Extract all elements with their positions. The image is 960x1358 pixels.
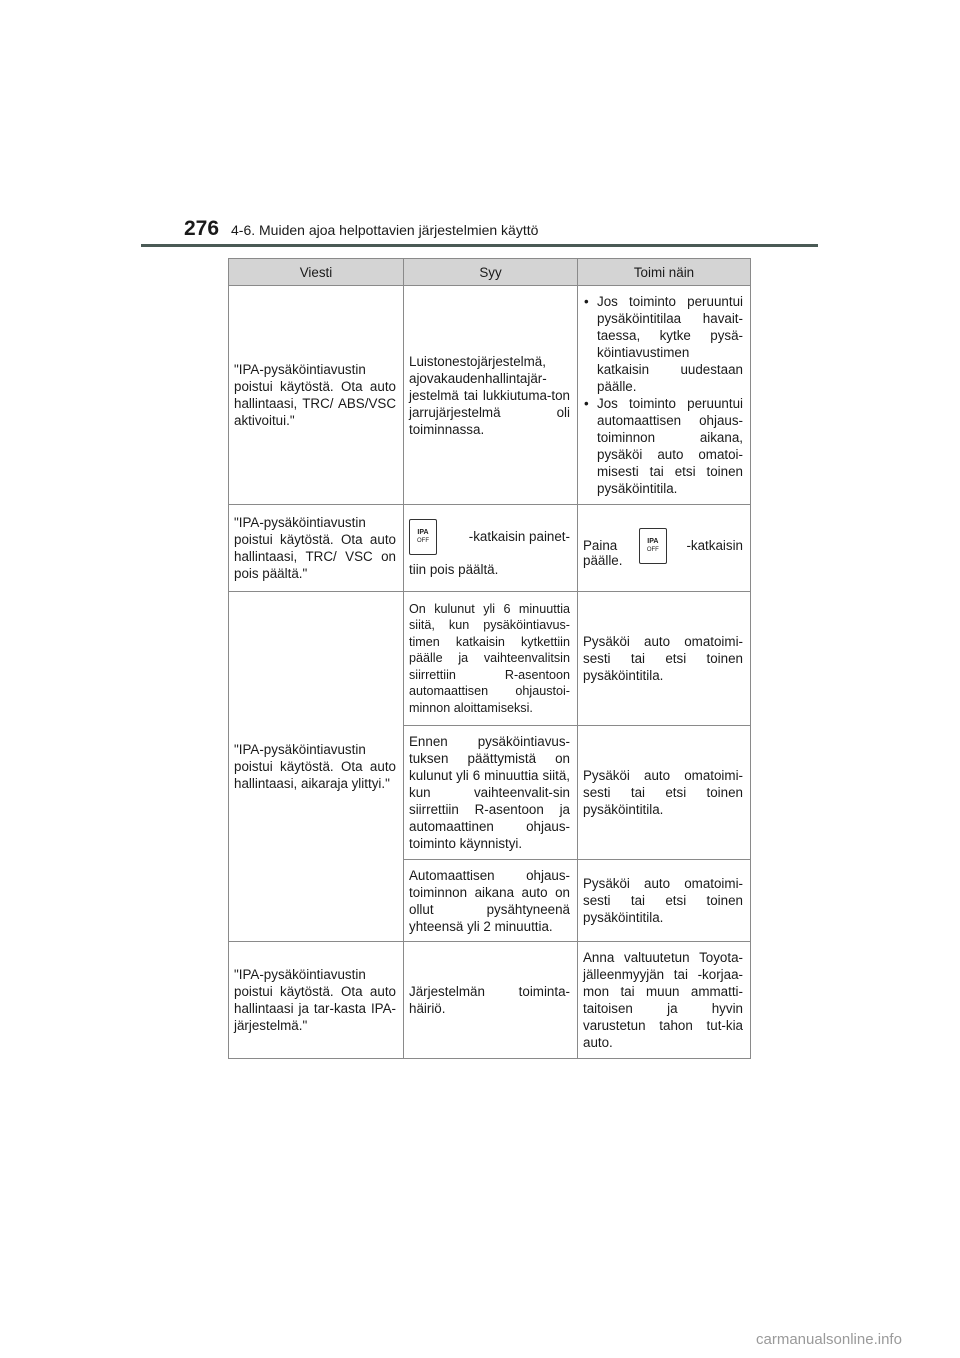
cause-cell	[404, 505, 578, 592]
page-number: 276	[184, 217, 220, 240]
cause-cell: Automaattisen ohjaus-toiminnon aikana auto on ollut pysähtyneenä yhteensä yli 2 minuuttia.	[404, 860, 578, 942]
chapter-title: 4-6. Muiden ajoa helpottavien järjestelmien käyttö	[231, 222, 539, 238]
switch-icon-top-text: IPA	[417, 528, 429, 536]
ipa-off-switch-icon	[409, 519, 437, 555]
switch-icon-bottom-text: OFF	[417, 537, 429, 544]
switch-icon-top-text: IPA	[647, 537, 659, 545]
column-header-cause: Syy	[404, 259, 578, 286]
cause-line	[409, 519, 570, 555]
cause-text: -katkaisin painet-	[468, 529, 570, 544]
column-header-message: Viesti	[229, 259, 404, 286]
action-cell	[578, 505, 751, 592]
table-row	[229, 592, 751, 726]
cause-text-line2: tiin pois päältä.	[409, 561, 499, 577]
action-list	[583, 293, 743, 497]
message-cell: "IPA-pysäköintiavustin poistui käytöstä. Ota auto hallintaasi, TRC/ ABS/VSC aktivoitui."	[229, 286, 404, 505]
action-text: -katkaisin	[686, 538, 743, 553]
watermark: carmanualsonline.info	[756, 1331, 902, 1348]
cause-cell: Ennen pysäköintiavus-tuksen päättymistä on kulunut yli 6 minuuttia siitä, kun vaihteenvalit-sin siirrettiin R-asentoon ja automaattinen ohjaus-toiminto käynnistyi.	[404, 726, 578, 860]
cause-cell: Luistonestojärjestelmä, ajovakaudenhallintajär-jestelmä tai lukkiutuma-ton jarrujärjestelmä oli toiminnassa.	[404, 286, 578, 505]
column-header-action: Toimi näin	[578, 259, 751, 286]
message-table	[228, 258, 751, 1059]
action-cell: Anna valtuutetun Toyota-jälleenmyyjän tai -korjaa-mon tai muun ammatti-taitoisen ja hyvin varustetun tahon tut-kia auto.	[578, 942, 751, 1059]
action-cell: Pysäköi auto omatoimi-sesti tai etsi toinen pysäköintitila.	[578, 860, 751, 942]
action-cell	[578, 286, 751, 505]
ipa-off-switch-icon	[639, 528, 667, 564]
message-cell: "IPA-pysäköintiavustin poistui käytöstä. Ota auto hallintaasi ja tar-kasta IPA-järjestelmä."	[229, 942, 404, 1059]
table-row	[229, 942, 751, 1059]
cause-cell: On kulunut yli 6 minuuttia siitä, kun pysäköintiavus-timen katkaisin kytkettiin päälle ja vaihteenvalitsin siirrettiin R-asentoon automaattisen ohjaustoi-minnon aloittamiseksi.	[404, 592, 578, 726]
header-rule	[141, 244, 818, 247]
action-text: Paina	[583, 538, 618, 553]
message-cell: "IPA-pysäköintiavustin poistui käytöstä. Ota auto hallintaasi, TRC/ VSC on pois päältä."	[229, 505, 404, 592]
action-text-line2: päälle.	[583, 552, 623, 568]
cause-cell: Järjestelmän toiminta-häiriö.	[404, 942, 578, 1059]
list-item: • Jos toiminto peruuntui automaattisen ohjaus-toiminnon aikana, pysäköi auto omatoi-misesti tai etsi toinen pysäköintitila.	[583, 395, 743, 497]
switch-icon-bottom-text: OFF	[646, 546, 659, 553]
action-cell: Pysäköi auto omatoimi-sesti tai etsi toinen pysäköintitila.	[578, 592, 751, 726]
table-row	[229, 286, 751, 505]
table-row	[229, 505, 751, 592]
list-item: • Jos toiminto peruuntui pysäköintitilaa havait-taessa, kytke pysä-köintiavustimen katkaisin uudestaan päälle.	[583, 293, 743, 395]
message-cell: "IPA-pysäköintiavustin poistui käytöstä. Ota auto hallintaasi, aikaraja ylittyi."	[229, 592, 404, 942]
action-cell: Pysäköi auto omatoimi-sesti tai etsi toinen pysäköintitila.	[578, 726, 751, 860]
table-header-row	[229, 259, 751, 286]
